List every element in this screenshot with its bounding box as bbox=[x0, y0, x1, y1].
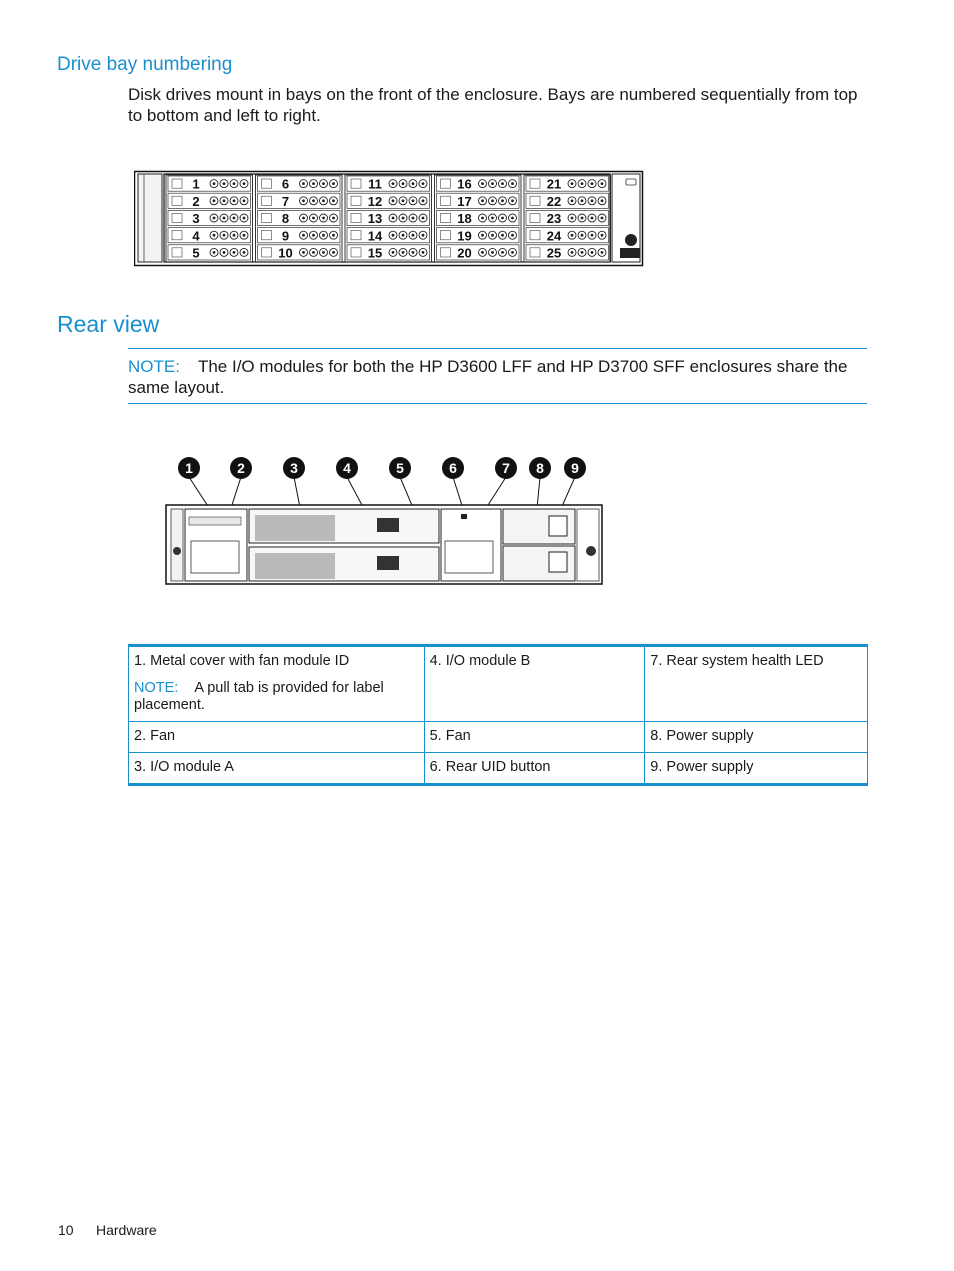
drive-bay bbox=[526, 210, 609, 226]
callout-number: 5 bbox=[396, 460, 404, 476]
footer-page-number: 10 bbox=[58, 1222, 74, 1238]
drive-bay-number: 24 bbox=[546, 228, 562, 244]
table-row bbox=[129, 753, 868, 785]
cell-note-label: NOTE: bbox=[134, 680, 179, 696]
drive-bay bbox=[347, 228, 430, 244]
rear-callout bbox=[389, 457, 411, 479]
section-heading-rear-view: Rear view bbox=[57, 311, 160, 337]
drive-bay bbox=[168, 210, 251, 226]
note-rule-bottom bbox=[128, 403, 867, 404]
drive-bay-number: 21 bbox=[546, 176, 562, 192]
drive-bay bbox=[437, 245, 520, 261]
drive-bay bbox=[258, 193, 341, 209]
rear-callout bbox=[230, 457, 252, 479]
callout-number: 2 bbox=[237, 460, 245, 476]
rear-view-legend-table bbox=[128, 644, 868, 786]
hp-logo-icon bbox=[625, 234, 637, 246]
drive-bay-number: 15 bbox=[367, 245, 383, 261]
drive-bay bbox=[347, 210, 430, 226]
rear-callout bbox=[529, 457, 551, 479]
table-row bbox=[129, 722, 868, 753]
callout-number: 6 bbox=[449, 460, 457, 476]
drive-bay-number: 4 bbox=[192, 228, 200, 244]
drive-bay bbox=[258, 228, 341, 244]
drive-bay-number: 3 bbox=[192, 211, 200, 227]
drive-bay-number: 23 bbox=[546, 211, 562, 227]
front-enclosure-diagram bbox=[134, 170, 644, 267]
rear-callout bbox=[336, 457, 358, 479]
section-heading-drive-bay: Drive bay numbering bbox=[57, 54, 233, 75]
legend-item-7: 7. Rear system health LED bbox=[645, 646, 868, 722]
drive-bay-number: 19 bbox=[457, 228, 472, 244]
drive-bay-number: 5 bbox=[192, 245, 200, 261]
note-text: The I/O modules for both the HP D3600 LFF and HP D3700 SFF enclosures share the same layout. bbox=[128, 357, 848, 397]
drive-bay bbox=[168, 228, 251, 244]
drive-bay-number: 6 bbox=[281, 176, 290, 192]
drive-bay bbox=[258, 176, 341, 192]
rear-callout bbox=[564, 457, 586, 479]
rear-callout bbox=[283, 457, 305, 479]
drive-bay bbox=[526, 193, 609, 209]
rear-callout bbox=[178, 457, 200, 479]
drive-bay bbox=[168, 176, 251, 192]
callout-number: 7 bbox=[502, 460, 510, 476]
drive-bay bbox=[347, 176, 430, 192]
legend-item-8: 8. Power supply bbox=[645, 722, 868, 753]
cell-note-text: A pull tab is provided for label placement. bbox=[134, 680, 384, 713]
drive-bay-number: 10 bbox=[278, 245, 293, 261]
drive-bay-number: 25 bbox=[546, 245, 562, 261]
drive-bay-number: 11 bbox=[368, 176, 382, 192]
drive-bay bbox=[168, 193, 251, 209]
legend-item-6: 6. Rear UID button bbox=[424, 753, 645, 785]
callout-number: 1 bbox=[185, 460, 193, 476]
drive-bay bbox=[168, 245, 251, 261]
rear-note bbox=[128, 356, 863, 398]
rear-enclosure-diagram bbox=[165, 455, 605, 587]
drive-bay-number: 18 bbox=[457, 211, 472, 227]
note-rule-top bbox=[128, 348, 867, 349]
table-row bbox=[129, 646, 868, 722]
rear-callout bbox=[442, 457, 464, 479]
callout-number: 8 bbox=[536, 460, 544, 476]
drive-bay bbox=[526, 245, 609, 261]
drive-bay bbox=[347, 245, 430, 261]
drive-bay-number: 9 bbox=[281, 228, 290, 244]
legend-cell bbox=[129, 646, 425, 722]
drive-bay-paragraph: Disk drives mount in bays on the front of the enclosure. Bays are numbered sequentially from top to bottom and left to right. bbox=[128, 85, 858, 125]
legend-item-9: 9. Power supply bbox=[645, 753, 868, 785]
legend-item-3: 3. I/O module A bbox=[129, 753, 425, 785]
legend-item-note bbox=[134, 680, 419, 714]
drive-bay-number: 7 bbox=[281, 193, 290, 209]
drive-bay-number: 1 bbox=[192, 176, 200, 192]
legend-item-4: 4. I/O module B bbox=[424, 646, 645, 722]
drive-bay-number: 22 bbox=[546, 193, 562, 209]
drive-bay-number: 8 bbox=[281, 211, 290, 227]
drive-bay-number: 17 bbox=[457, 193, 472, 209]
drive-bay bbox=[526, 228, 609, 244]
drive-bay bbox=[437, 228, 520, 244]
legend-item-1: 1. Metal cover with fan module ID bbox=[134, 653, 350, 669]
note-label: NOTE: bbox=[128, 357, 180, 376]
legend-item-5: 5. Fan bbox=[424, 722, 645, 753]
drive-bay bbox=[437, 193, 520, 209]
drive-bay-number: 12 bbox=[367, 193, 383, 209]
legend-item-2: 2. Fan bbox=[129, 722, 425, 753]
callout-number: 3 bbox=[290, 460, 298, 476]
drive-bay bbox=[258, 245, 341, 261]
callout-number: 4 bbox=[343, 460, 351, 476]
drive-bay-number: 14 bbox=[367, 228, 383, 244]
drive-bay-number: 2 bbox=[192, 193, 200, 209]
drive-bay bbox=[437, 210, 520, 226]
drive-bay-number: 16 bbox=[457, 176, 472, 192]
rear-callout bbox=[495, 457, 517, 479]
callout-number: 9 bbox=[571, 460, 579, 476]
drive-bay bbox=[526, 176, 609, 192]
drive-bay bbox=[258, 210, 341, 226]
drive-bay-number: 20 bbox=[457, 245, 472, 261]
drive-bay bbox=[437, 176, 520, 192]
drive-bay-number: 13 bbox=[367, 211, 383, 227]
footer-section-name: Hardware bbox=[96, 1222, 157, 1238]
drive-bay bbox=[347, 193, 430, 209]
